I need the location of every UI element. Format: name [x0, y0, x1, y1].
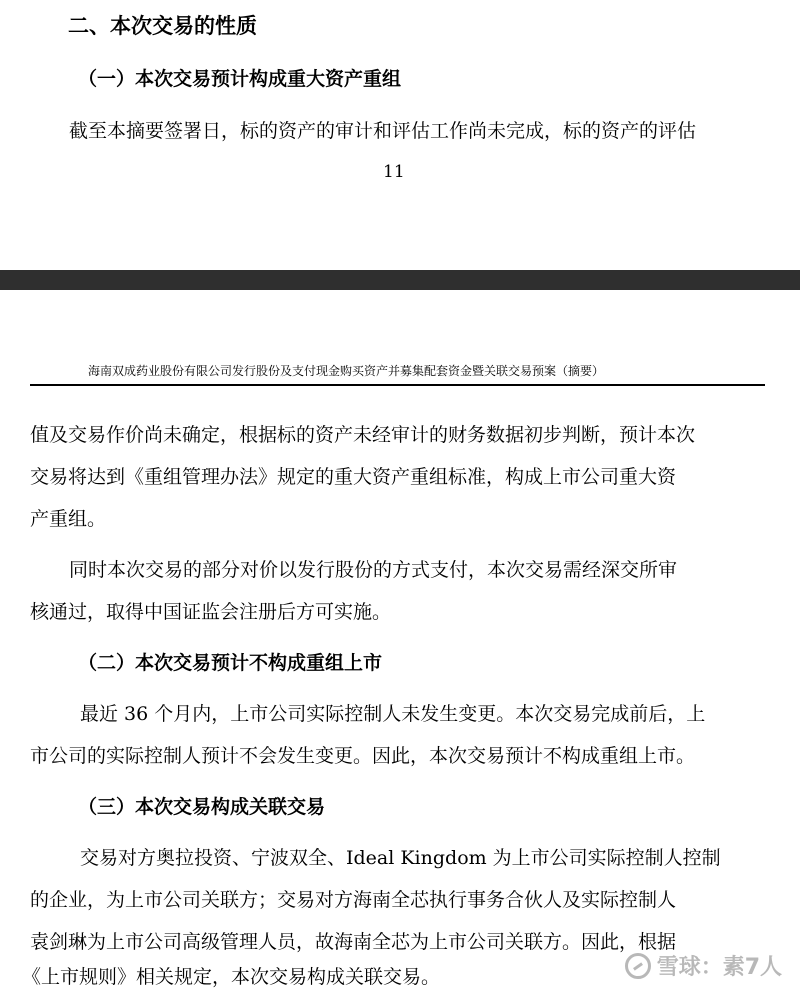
snowball-logo-icon: [625, 953, 651, 979]
subsection-heading-3: （三）本次交易构成关联交易: [78, 796, 326, 818]
section-heading: 二、本次交易的性质: [68, 13, 257, 38]
watermark: [625, 950, 782, 981]
paragraph-4-line-2: 的企业，为上市公司关联方；交易对方海南全芯执行事务合伙人及实际控制人: [30, 889, 677, 911]
document-page-bottom: [0, 290, 800, 993]
header-rule: [30, 384, 765, 386]
paragraph-4-line-4: 《上市规则》相关规定，本次交易构成关联交易。: [22, 966, 441, 988]
paragraph-4-line-3: 袁剑琳为上市公司高级管理人员，故海南全芯为上市公司关联方。因此，根据: [30, 931, 677, 953]
paragraph-2-line-2: 核通过，取得中国证监会注册后方可实施。: [30, 601, 392, 623]
paragraph-2-line-1: 同时本次交易的部分对价以发行股份的方式支付，本次交易需经深交所审: [69, 559, 678, 581]
paragraph-1-line-3: 产重组。: [30, 508, 107, 530]
subsection-heading-2: （二）本次交易预计不构成重组上市: [78, 652, 383, 674]
paragraph-1-line-1: 值及交易作价尚未确定，根据标的资产未经审计的财务数据初步判断，预计本次: [30, 424, 696, 446]
page-separator: [0, 270, 800, 290]
document-page-top: [0, 0, 800, 270]
watermark-text: 雪球：素7人: [656, 955, 782, 980]
paragraph-3-line-2: 市公司的实际控制人预计不会发生变更。因此，本次交易预计不构成重组上市。: [30, 745, 696, 767]
subsection-heading-1: （一）本次交易预计构成重大资产重组: [78, 68, 402, 90]
paragraph-4-line-1: 交易对方奥拉投资、宁波双全、Ideal Kingdom 为上市公司实际控制人控制: [80, 847, 721, 869]
paragraph-line: 截至本摘要签署日，标的资产的审计和评估工作尚未完成，标的资产的评估: [69, 120, 697, 142]
page-number: 11: [383, 162, 405, 182]
paragraph-1-line-2: 交易将达到《重组管理办法》规定的重大资产重组标准，构成上市公司重大资: [30, 466, 677, 488]
paragraph-3-line-1: 最近 36 个月内，上市公司实际控制人未发生变更。本次交易完成前后，上: [80, 703, 706, 725]
running-header: 海南双成药业股份有限公司发行股份及支付现金购买资产并募集配套资金暨关联交易预案（摘要）: [88, 364, 605, 378]
